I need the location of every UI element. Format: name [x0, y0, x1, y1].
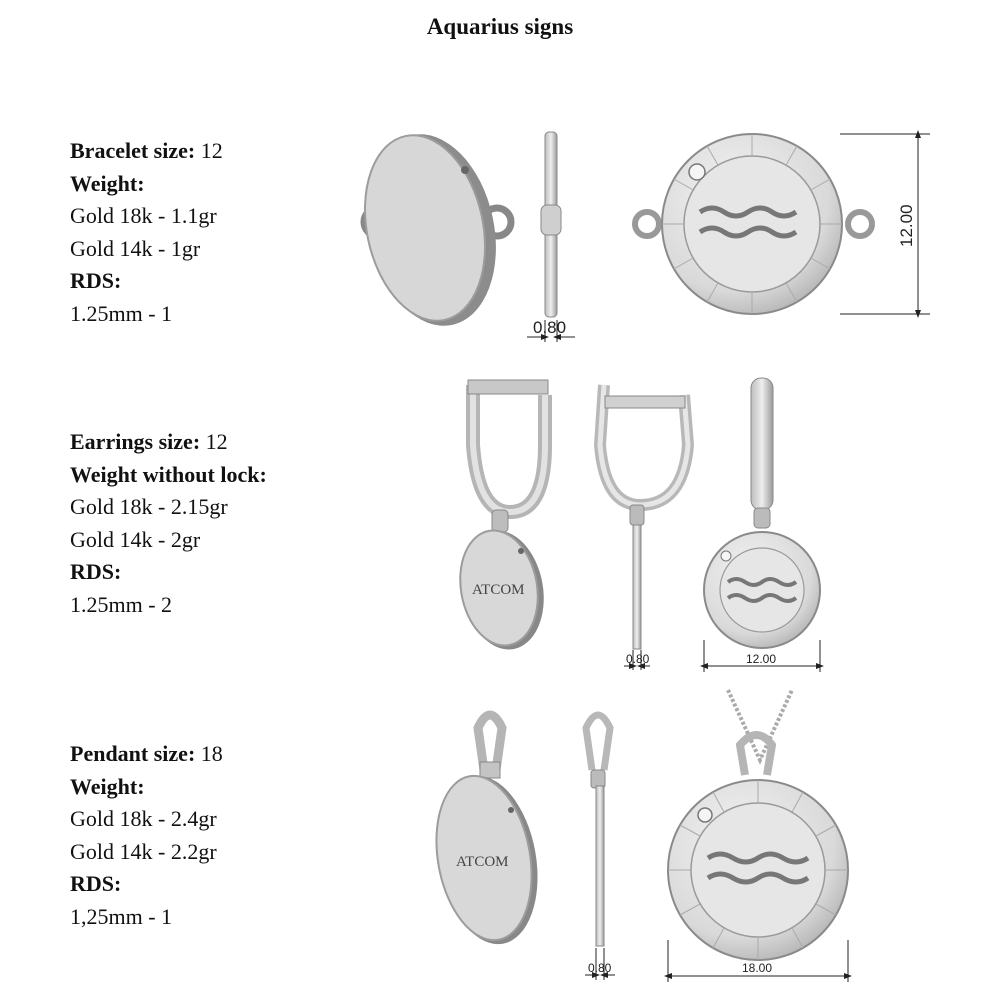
earrings-size-value: 12 — [205, 429, 228, 454]
earrings-gold18: Gold 18k - 2.15gr — [70, 494, 228, 519]
earrings-thickness-label: 0.80 — [626, 652, 650, 666]
earrings-rds-value: 1.25mm - 2 — [70, 591, 173, 617]
pendant-perspective-view — [424, 715, 550, 952]
pendant-front-view — [668, 690, 848, 960]
bracelet-gold18: Gold 18k - 1.1gr — [70, 203, 217, 228]
pendant-rds-value: 1,25mm - 1 — [70, 903, 173, 929]
pendant-side-view — [586, 715, 610, 946]
earrings-front-view — [704, 378, 820, 648]
pendant-diameter-label: 18.00 — [742, 961, 773, 975]
earrings-size-label: Earrings size: — [70, 429, 201, 454]
bracelet-size-label: Bracelet size: — [70, 138, 196, 163]
pendant-gold14: Gold 14k - 2.2gr — [70, 838, 217, 864]
bracelet-diameter-dimension — [840, 134, 930, 314]
bracelet-diameter-label: 12.00 — [897, 204, 916, 247]
bracelet-rds-label: RDS: — [70, 268, 122, 293]
earrings-perspective-view — [452, 380, 553, 656]
bracelet-size-value: 12 — [200, 138, 223, 163]
page-title: Aquarius signs — [426, 14, 574, 39]
earrings-side-view — [600, 385, 688, 649]
earrings-gold14: Gold 14k - 2gr — [70, 526, 201, 552]
bracelet-rds-value: 1.25mm - 1 — [70, 300, 173, 326]
earrings-engraving: ATCOM — [472, 582, 525, 598]
bracelet-thickness-dimension — [527, 318, 575, 342]
pendant-thickness-dimension — [585, 948, 615, 980]
pendant-rds-label: RDS: — [70, 871, 122, 896]
bracelet-gold14: Gold 14k - 1gr — [70, 235, 201, 261]
earrings-diameter-label: 12.00 — [746, 652, 777, 666]
bracelet-perspective-view — [349, 122, 513, 338]
earrings-thickness-dimension — [624, 650, 650, 670]
earrings-rds-label: RDS: — [70, 559, 122, 584]
earrings-weight-label: Weight without lock: — [70, 461, 267, 487]
pendant-weight-label: Weight: — [70, 773, 145, 799]
pendant-gold18: Gold 18k - 2.4gr — [70, 806, 217, 831]
pendant-size-label: Pendant size: — [70, 741, 196, 766]
bracelet-thickness-label: 0.80 — [533, 318, 567, 337]
pendant-size-value: 18 — [200, 741, 223, 766]
bracelet-front-view — [635, 134, 872, 314]
pendant-thickness-label: 0.80 — [588, 961, 612, 975]
bracelet-weight-label: Weight: — [70, 170, 145, 196]
pendant-engraving: ATCOM — [456, 854, 509, 870]
bracelet-side-view — [541, 132, 561, 317]
